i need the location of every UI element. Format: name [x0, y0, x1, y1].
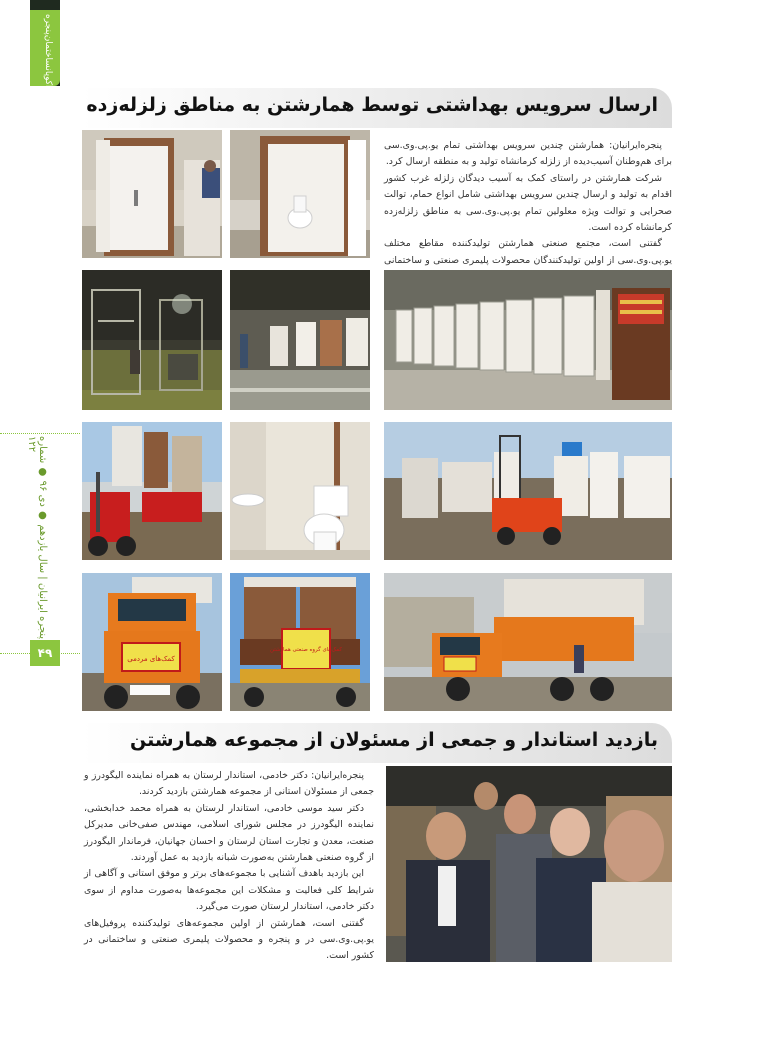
article2-paragraph: گفتنی است، همارشتن از اولین مجموعه‌های تولیدکننده پروفیل‌های یو.پی.وی.سی در و پنجره و محصولات پلیمری صنعتی و ساختمانی در کشور است. [84, 917, 374, 962]
photo-orange-truck-side [384, 573, 672, 711]
article2-paragraph: این بازدید باهدف آشنایی با مجموعه‌های برتر و موفق استانی و آگاهی از شرایط کلی فعالیت و مشکلات این مجموعه‌ها به‌صورت مداوم از سوی دکتر خادمی، استاندار لرستان صورت می‌گیرد. [84, 868, 374, 913]
truck-sign-text: کمک‌های گروه صنعتی همارشتن [269, 647, 343, 653]
photo-factory-workshop [230, 270, 370, 410]
photo-loaded-truck-rear [230, 573, 370, 711]
article2-paragraph: پنجره‌ایرانیان: دکتر خادمی، استاندار لرستان به همراه نماینده الیگودرز و جمعی از مسئولان استانی از مجموعه همارشتن بازدید کردند. [84, 770, 374, 798]
article2-paragraph: دکتر سید موسی خادمی، استاندار لرستان به همراه محمد خدابخشی، نماینده الیگودرز در مجلس شورای اسلامی، مهندس صفی‌خانی مدیرکل صنعت، معدن و تجارت استان لرستان و احسان جهانیان، فرماندار الیگودرز از گروه صنعتی همارشتن به‌صورت شبانه بازدید به عمل آوردند. [84, 802, 374, 864]
article1-paragraph: پنجره‌ایرانیان: همارشتن چندین سرویس بهداشتی تمام یو.پی.وی.سی برای هم‌وطنان آسیب‌دیده از زلزله کرمانشاه تولید و به منطقه ارسال کرد. [384, 140, 672, 168]
photo-row-of-cabins [384, 270, 672, 410]
side-dotted-line-top [0, 433, 80, 434]
photo-shower-cabin [82, 130, 222, 258]
article1-paragraph: گفتنی است، مجتمع صنعتی همارشتن تولیدکننده مقاطع مختلف یو.پی.وی.سی از اولین تولیدکنندگان محصولات پلیمری صنعتی و ساختمانی [384, 238, 672, 266]
article1-title-bar [82, 88, 672, 128]
article1-body [384, 138, 672, 286]
photo-forklift-loading [82, 422, 222, 560]
issue-line: پنجره ایرانیان | سال یازدهم ● دی ۹۶ ● شماره ۱۲۲ [26, 436, 48, 640]
page-number: ۴۹ [30, 640, 60, 666]
photo-toilet-cabin [230, 130, 370, 258]
article1-paragraph: شرکت همارشتن در راستای کمک به آسیب دیدگان زلزله غرب کشور اقدام به تولید و ارسال چندین سرویس بهداشتی شامل انواع حمام، توالت صحرایی و توالت ویژه معلولین تمام یو.پی.وی.سی به مناطق زلزله‌زده کرمانشاه کرده است. [384, 172, 672, 234]
truck-sign-text: کمک‌های مردمی [127, 655, 175, 663]
article2-title-bar [82, 723, 672, 763]
side-tab-label: اکوپانساختمان‌پنجره [43, 14, 53, 88]
article2-title: بازدید استاندار و جمعی از مسئولان از مجموعه همارشتن [130, 729, 658, 751]
photo-officials-visit [386, 766, 672, 962]
article2-body [84, 768, 374, 965]
article1-title: ارسال سرویس بهداشتی توسط همارشتن به مناطق زلزله‌زده [86, 94, 658, 116]
photo-orange-truck-front [82, 573, 222, 711]
photo-factory-frame-assembly [82, 270, 222, 410]
photo-cabin-interior [230, 422, 370, 560]
photo-yard-forklift [384, 422, 672, 560]
